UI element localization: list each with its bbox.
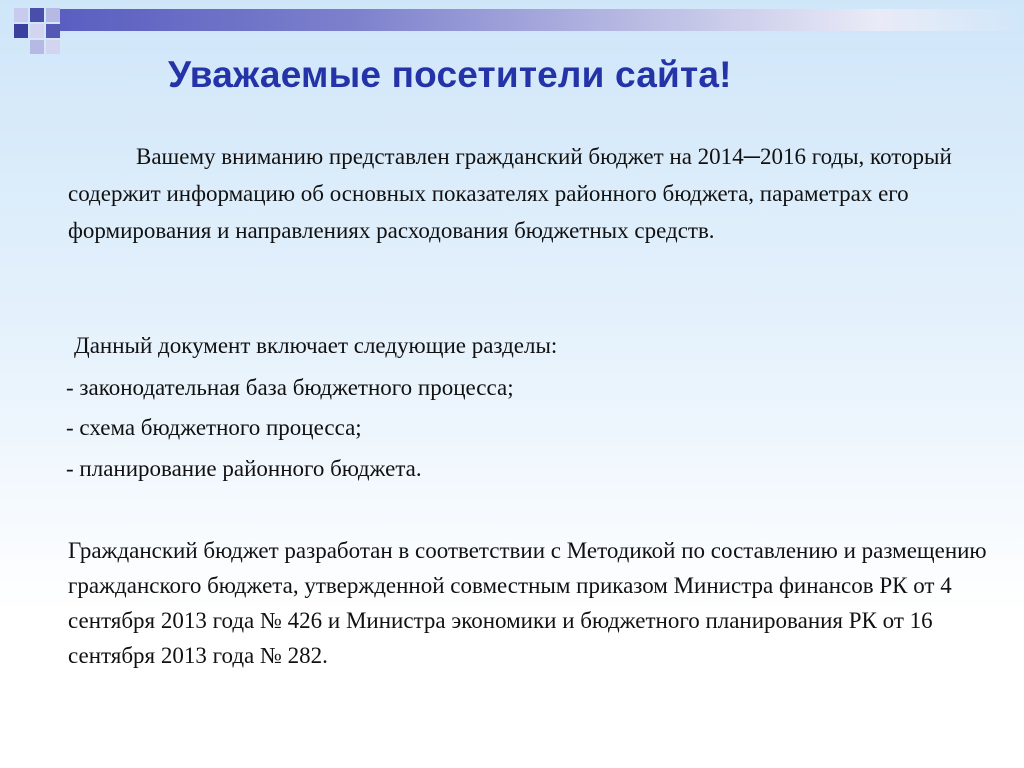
section-item: - планирование районного бюджета.: [66, 456, 422, 481]
decor-square-light: [14, 8, 28, 22]
intro-paragraph: Вашему вниманию представлен гражданский бюджет на 2014─2016 годы, который содержит информацию об основных показателях районного бюджета, параметрах его формирования и направлениях расходования бюджетных средств.: [68, 144, 952, 243]
decor-square-dark: [14, 24, 28, 38]
section-item: - схема бюджетного процесса;: [66, 415, 362, 440]
slide-title: Уважаемые посетители сайта!: [168, 54, 732, 95]
methodology-paragraph: Гражданский бюджет разработан в соответствии с Методикой по составлению и размещению гражданского бюджета, утвержденной совместным приказом Министра финансов РК от 4 сентября 2013 года № 426 и Министра экономики и бюджетного планирования РК от 16 сентября 2013 года № 282.: [68, 538, 987, 668]
decor-square-light: [30, 24, 44, 38]
header-decoration: [0, 0, 1024, 60]
decor-square-light: [46, 8, 60, 22]
decor-square-light: [30, 40, 44, 54]
decor-square-light: [46, 40, 60, 54]
decor-square-dark: [46, 24, 60, 38]
header-gradient-bar: [60, 9, 1024, 31]
section-item: - законодательная база бюджетного процесса;: [66, 375, 514, 400]
sections-intro: Данный документ включает следующие разделы:: [74, 333, 558, 358]
decor-square-dark: [30, 8, 44, 22]
